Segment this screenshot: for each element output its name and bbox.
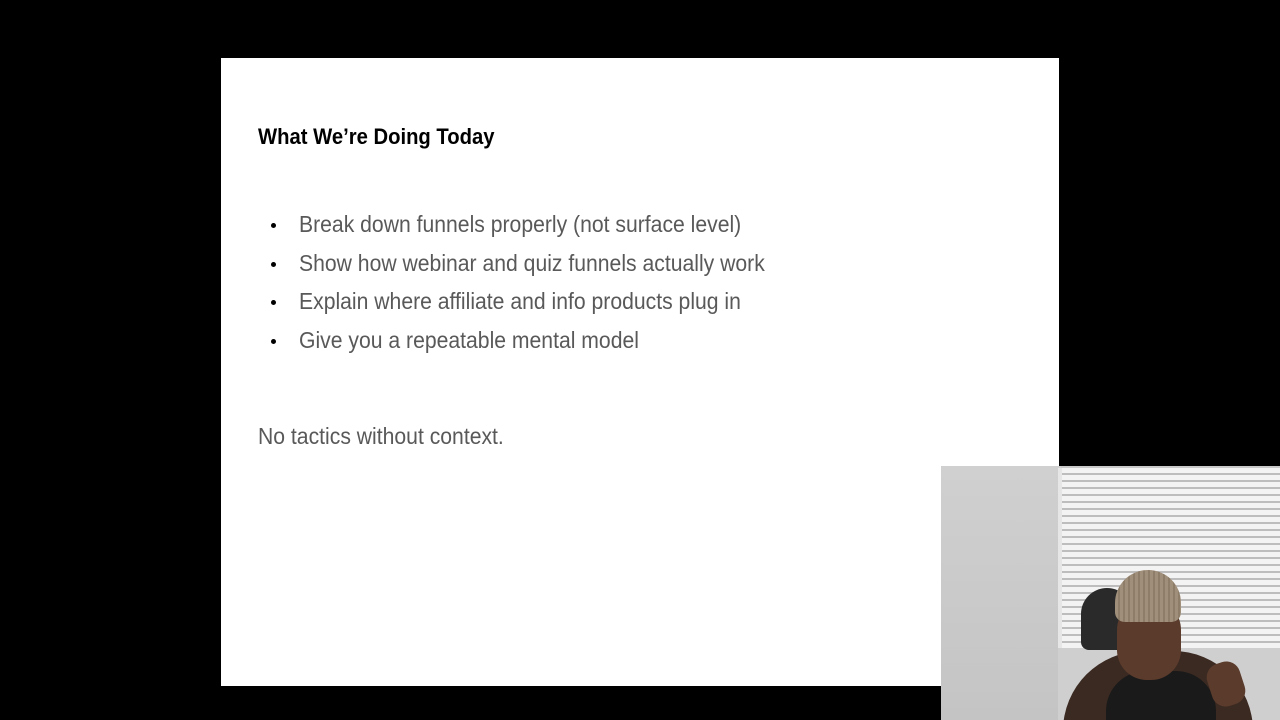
bullet-dot-icon: [271, 300, 276, 305]
slide-title: What We’re Doing Today: [258, 124, 495, 149]
slide-closing-text: No tactics without context.: [258, 423, 504, 449]
bullet-text: Give you a repeatable mental model: [299, 327, 639, 354]
bullet-text: Break down funnels properly (not surface level): [299, 211, 742, 237]
bullet-text: Explain where affiliate and info products plug in: [299, 288, 741, 315]
bullet-dot-icon: [271, 223, 276, 228]
webcam-wall: [941, 466, 1061, 720]
webcam-person-shirt: [1106, 671, 1216, 720]
slide: [221, 58, 1059, 686]
bullet-text: Show how webinar and quiz funnels actually work: [299, 249, 765, 276]
bullet-dot-icon: [271, 262, 276, 267]
webcam-overlay: [941, 466, 1280, 720]
bullet-dot-icon: [271, 339, 276, 344]
